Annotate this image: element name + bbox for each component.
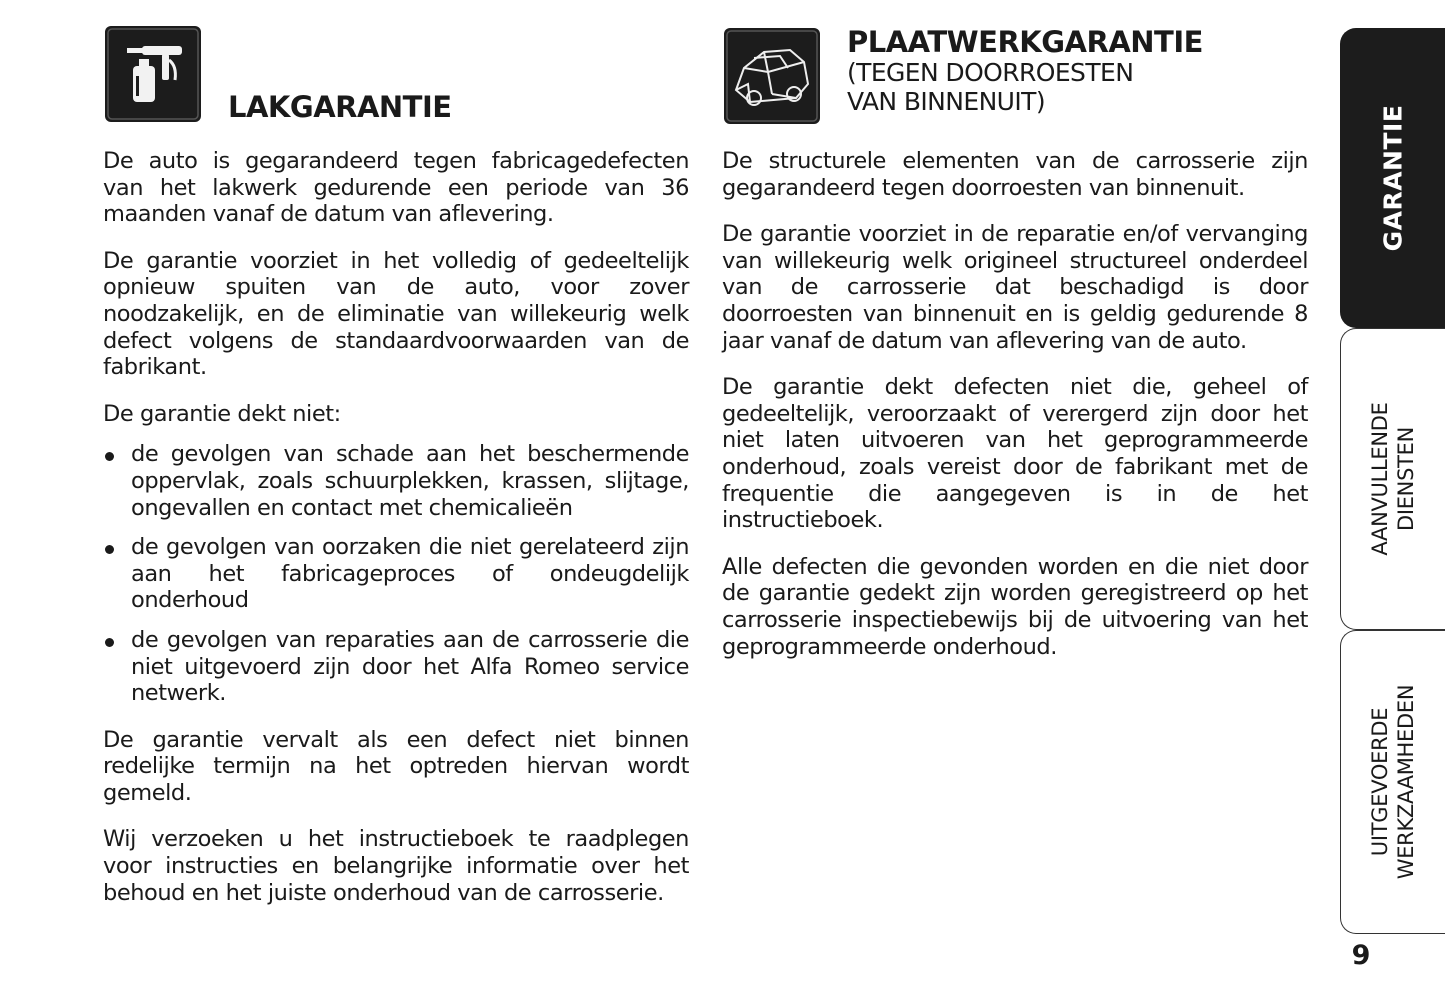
paragraph: De auto is gegarandeerd tegen fabricagedefecten van het lakwerk gedurende een periode van 36 maanden vanaf de datum van aflevering. [103, 148, 689, 228]
paragraph: Wij verzoeken u het instructieboek te raadplegen voor instructies en belangrijke informatie over het behoud en het juiste onderhoud van de carrosserie. [103, 826, 689, 906]
tab-garantie[interactable] [1340, 28, 1445, 328]
tab-uitgevoerde-werkzaamheden[interactable] [1340, 630, 1445, 934]
page-number: 9 [1351, 940, 1371, 971]
paragraph: De structurele elementen van de carrosserie zijn gegarandeerd tegen doorroesten van binnenuit. [722, 148, 1308, 201]
car-body-frame-icon [724, 28, 820, 124]
plaatwerk-title-block [847, 26, 1203, 116]
list-item: de gevolgen van schade aan het beschermende oppervlak, zoals schuurplekken, krassen, slijtage, ongevallen en contact met chemicalieën [103, 441, 689, 521]
paragraph: De garantie dekt niet: [103, 400, 341, 427]
paragraph: Alle defecten die gevonden worden en die niet door de garantie gedekt zijn worden geregistreerd op het carrosserie inspectiebewijs bij de uitvoering van het geprogrammeerde onderhoud. [722, 553, 1308, 660]
list-item: de gevolgen van oorzaken die niet gerelateerd zijn aan het fabricageproces of ondeugdelijk onderhoud [103, 534, 689, 614]
plaatwerkgarantie-title: PLAATWERKGARANTIE [847, 25, 1203, 59]
paragraph: De garantie voorziet in het volledig of gedeeltelijk opnieuw spuiten van de auto, voor zover noodzakelijk, en de eliminatie van willekeurig welk defect volgens de standaardvoorwaarden van de fabrikant. [103, 247, 689, 381]
tab-label-line: UITGEVOERDE [1368, 707, 1392, 857]
left-section-header [103, 26, 689, 136]
tab-label [1367, 685, 1419, 880]
tab-label [1367, 402, 1419, 555]
spray-gun-icon [105, 26, 201, 122]
paragraph: De garantie dekt defecten niet die, geheel of gedeeltelijk, veroorzaakt of verergerd zijn door het niet laten uitvoeren van het geprogrammeerde onderhoud, zoals vereist door de fabrikant met de frequentie die aangegeven is in de het instructieboek. [722, 374, 1308, 534]
right-body [722, 148, 1308, 660]
lakgarantie-title: LAKGARANTIE [228, 90, 452, 124]
left-body [103, 148, 689, 906]
left-column [103, 26, 689, 926]
subtitle-line: VAN BINNENUIT) [847, 87, 1045, 116]
tab-label: GARANTIE [1378, 104, 1408, 252]
right-section-header [722, 26, 1308, 136]
paragraph: De garantie voorziet in de reparatie en/of vervanging van willekeurig welk origineel structureel onderdeel van de carrosserie dat beschadigd is door doorroesten van binnenuit en is geldig gedurende 8 jaar vanaf de datum van aflevering van de auto. [722, 221, 1308, 354]
tab-label-line: DIENSTEN [1394, 426, 1418, 532]
tab-aanvullende-diensten[interactable] [1340, 328, 1445, 630]
paragraph: De garantie vervalt als een defect niet binnen redelijke termijn na het optreden hiervan wordt gemeld. [103, 726, 689, 806]
tab-label-line: AANVULLENDE [1368, 402, 1392, 556]
exclusions-list [103, 441, 689, 706]
subtitle-line: (TEGEN DOORROESTEN [847, 58, 1134, 87]
list-item: de gevolgen van reparaties aan de carrosserie die niet uitgevoerd zijn door het Alfa Romeo service netwerk. [103, 627, 689, 707]
tab-label-line: WERKZAAMHEDEN [1394, 684, 1418, 880]
right-column [722, 26, 1308, 680]
